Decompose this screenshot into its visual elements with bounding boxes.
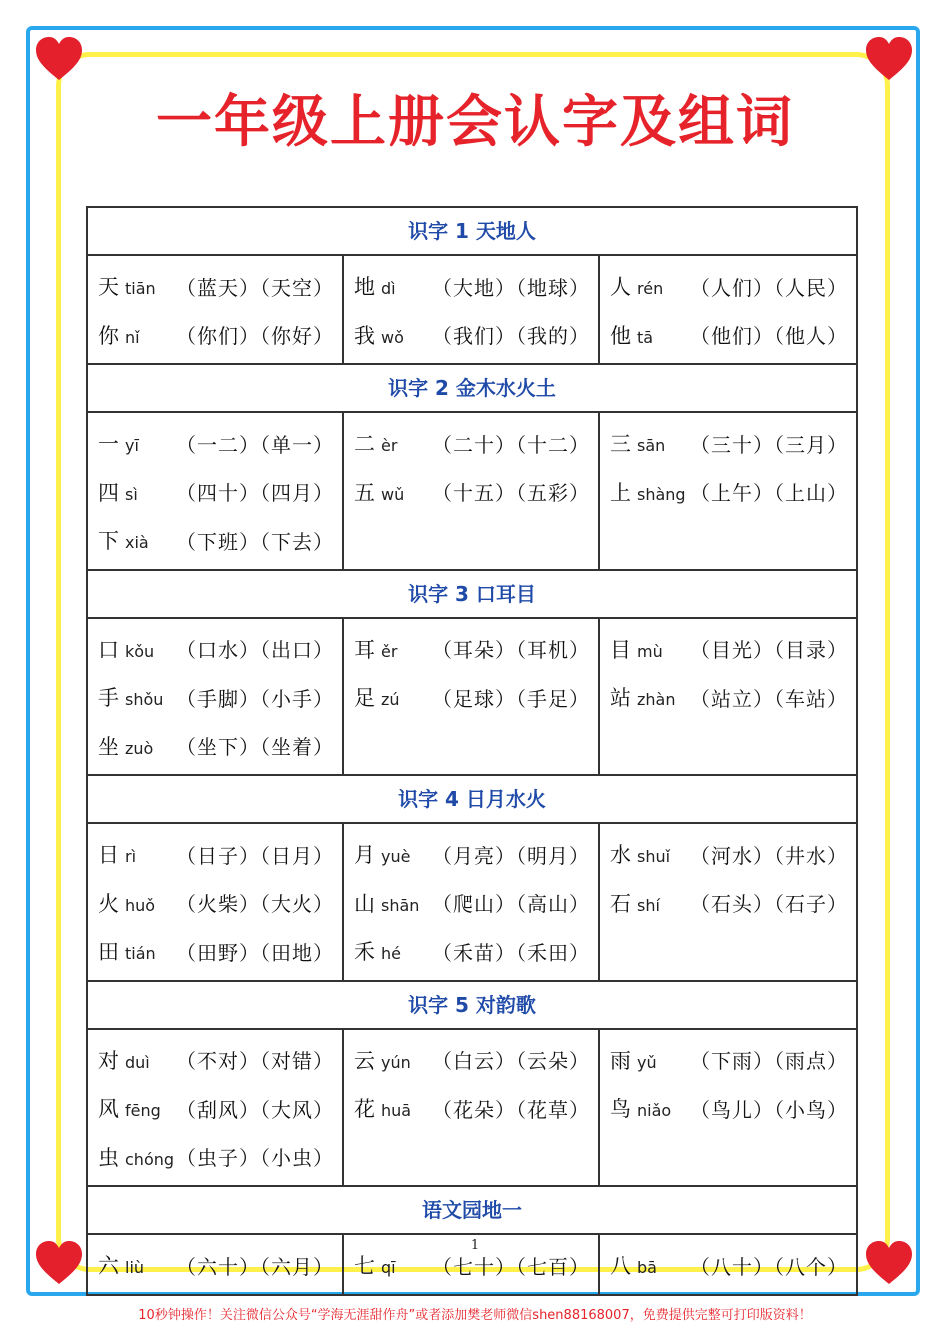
pinyin: shān: [381, 895, 420, 915]
char-entry: [354, 830, 590, 879]
char-with-pinyin: [98, 525, 149, 555]
word-pairs: （我们）（我的）: [432, 324, 590, 349]
char-entry: [354, 311, 590, 360]
hanzi: 七: [354, 1254, 375, 1279]
word-pairs: （大地）（地球）: [432, 275, 590, 300]
char-with-pinyin: [98, 634, 154, 664]
char-with-pinyin: [610, 839, 670, 869]
section-title: 识字 3 口耳目: [88, 569, 856, 619]
word-pairs: （不对）（对错）: [176, 1049, 334, 1074]
char-with-pinyin: [610, 1045, 657, 1075]
char-entry: [354, 722, 590, 771]
char-with-pinyin: [354, 1045, 411, 1075]
char-entry: [98, 1084, 334, 1133]
section-body: [88, 619, 856, 775]
word-pairs: （刮风）（大风）: [176, 1097, 334, 1122]
word-pairs: （四十）（四月）: [176, 481, 334, 506]
char-with-pinyin: [98, 888, 155, 918]
pinyin: yún: [381, 1052, 411, 1072]
char-entry: [354, 1036, 590, 1085]
pinyin: kǒu: [125, 641, 155, 661]
hanzi: 鸟: [610, 1097, 631, 1122]
section-body: [88, 413, 856, 569]
hanzi: 石: [610, 891, 631, 916]
section-body: [88, 256, 856, 363]
word-pairs: （十五）（五彩）: [432, 481, 590, 506]
char-entry: [354, 625, 590, 674]
char-entry: [98, 1133, 334, 1182]
pinyin: yǔ: [637, 1052, 657, 1072]
pinyin: xià: [125, 533, 149, 553]
word-pairs: （口水）（出口）: [176, 638, 334, 663]
hanzi: 坐: [98, 734, 119, 759]
char-with-pinyin: [354, 634, 397, 664]
char-entry: [610, 1036, 848, 1085]
hanzi: 人: [610, 275, 631, 300]
footer-notice: 10秒钟操作！关注微信公众号“学海无涯甜作舟”或者添加樊老师微信shen88168007，免费提供完整可打印版资料！: [138, 1308, 812, 1323]
char-with-pinyin: [98, 682, 163, 712]
word-pairs: （目光）（目录）: [690, 638, 848, 663]
char-entry: [98, 830, 334, 879]
word-pairs: （耳朵）（耳机）: [432, 638, 590, 663]
char-entry: [98, 262, 334, 311]
pinyin: wǒ: [381, 327, 404, 347]
hanzi: 二: [354, 432, 375, 457]
pinyin: tiān: [125, 279, 156, 299]
heart-icon: [34, 36, 84, 82]
char-entry: [98, 419, 334, 468]
pinyin: shí: [637, 895, 660, 915]
char-entry: [98, 468, 334, 517]
char-column: [344, 1030, 600, 1186]
hanzi: 花: [354, 1097, 375, 1122]
section-title: 语文园地一: [88, 1185, 856, 1235]
char-column: [344, 256, 600, 363]
word-pairs: （坐下）（坐着）: [176, 735, 334, 760]
pinyin: liù: [125, 1258, 145, 1278]
section-title: 识字 4 日月水火: [88, 774, 856, 824]
char-entry: [610, 830, 848, 879]
char-with-pinyin: [610, 271, 663, 301]
char-with-pinyin: [98, 477, 138, 507]
char-entry: [610, 673, 848, 722]
word-pairs: （站立）（车站）: [690, 686, 848, 711]
char-entry: [354, 1133, 590, 1182]
word-pairs: （河水）（井水）: [690, 843, 848, 868]
hanzi: 天: [98, 275, 119, 300]
pinyin: zú: [381, 690, 400, 710]
hanzi: 手: [98, 686, 119, 711]
page-number: 1: [470, 1238, 480, 1253]
hanzi: 我: [354, 323, 375, 348]
hanzi: 耳: [354, 637, 375, 662]
hanzi: 三: [610, 432, 631, 457]
char-with-pinyin: [610, 888, 660, 918]
word-pairs: （白云）（云朵）: [432, 1049, 590, 1074]
hanzi: 你: [98, 323, 119, 348]
char-with-pinyin: [98, 1250, 144, 1280]
char-entry: [354, 927, 590, 976]
char-with-pinyin: [610, 1250, 657, 1280]
char-with-pinyin: [610, 682, 675, 712]
word-pairs: （人们）（人民）: [690, 275, 848, 300]
section-title: 识字 5 对韵歌: [88, 980, 856, 1030]
pinyin: ěr: [381, 641, 398, 661]
char-with-pinyin: [354, 428, 397, 458]
char-column: [88, 413, 344, 569]
hanzi: 六: [98, 1254, 119, 1279]
word-pairs: （你们）（你好）: [176, 324, 334, 349]
hanzi: 对: [98, 1048, 119, 1073]
word-pairs: （田野）（田地）: [176, 940, 334, 965]
hanzi: 水: [610, 843, 631, 868]
hanzi: 田: [98, 940, 119, 965]
char-entry: [610, 625, 848, 674]
hanzi: 禾: [354, 940, 375, 965]
char-column: [600, 413, 856, 569]
hanzi: 站: [610, 686, 631, 711]
char-with-pinyin: [98, 428, 139, 458]
char-with-pinyin: [98, 1142, 174, 1172]
char-column: [344, 619, 600, 775]
pinyin: shàng: [637, 484, 686, 504]
char-with-pinyin: [354, 682, 400, 712]
hanzi: 五: [354, 480, 375, 505]
hanzi: 风: [98, 1097, 119, 1122]
char-entry: [610, 927, 848, 976]
hanzi: 口: [98, 637, 119, 662]
hanzi: 上: [610, 480, 631, 505]
char-entry: [354, 419, 590, 468]
section-body: [88, 824, 856, 980]
char-entry: [354, 262, 590, 311]
char-with-pinyin: [610, 1093, 671, 1123]
char-entry: [610, 1084, 848, 1133]
char-entry: [610, 722, 848, 771]
char-column: [344, 824, 600, 980]
hanzi: 足: [354, 686, 375, 711]
char-column: [600, 256, 856, 363]
char-entry: [354, 1084, 590, 1133]
hanzi: 日: [98, 843, 119, 868]
pinyin: rén: [637, 279, 664, 299]
word-pairs: （手脚）（小手）: [176, 686, 334, 711]
char-with-pinyin: [354, 888, 419, 918]
char-with-pinyin: [354, 839, 410, 869]
word-pairs: （上午）（上山）: [690, 481, 848, 506]
word-pairs: （三十）（三月）: [690, 432, 848, 457]
char-with-pinyin: [98, 839, 136, 869]
hanzi: 山: [354, 891, 375, 916]
pinyin: mù: [637, 641, 663, 661]
word-pairs: （虫子）（小虫）: [176, 1146, 334, 1171]
char-entry: [98, 311, 334, 360]
pinyin: dì: [381, 279, 396, 299]
heart-icon: [864, 36, 914, 82]
char-with-pinyin: [98, 1093, 161, 1123]
section-title: 识字 1 天地人: [88, 208, 856, 256]
char-with-pinyin: [354, 1250, 396, 1280]
char-entry: [98, 1036, 334, 1085]
pinyin: rì: [125, 847, 137, 867]
pinyin: sān: [637, 436, 666, 456]
char-with-pinyin: [610, 428, 665, 458]
char-with-pinyin: [354, 477, 404, 507]
word-pairs: （足球）（手足）: [432, 686, 590, 711]
pinyin: yuè: [381, 847, 411, 867]
char-column: [600, 1030, 856, 1186]
vocab-table: [86, 206, 858, 1296]
pinyin: huǒ: [125, 895, 156, 915]
hanzi: 四: [98, 480, 119, 505]
char-entry: [354, 468, 590, 517]
page-title: 一年级上册会认字及组词: [156, 90, 794, 155]
char-with-pinyin: [354, 936, 401, 966]
word-pairs: （日子）（日月）: [176, 843, 334, 868]
char-with-pinyin: [98, 271, 156, 301]
hanzi: 雨: [610, 1048, 631, 1073]
char-entry: [98, 879, 334, 928]
hanzi: 云: [354, 1048, 375, 1073]
hanzi: 月: [354, 843, 375, 868]
word-pairs: （禾苗）（禾田）: [432, 940, 590, 965]
word-pairs: （八十）（八个）: [690, 1254, 848, 1279]
char-with-pinyin: [98, 320, 140, 350]
pinyin: sì: [125, 484, 138, 504]
hanzi: 下: [98, 529, 119, 554]
char-entry: [98, 722, 334, 771]
pinyin: qī: [381, 1258, 396, 1278]
pinyin: huā: [381, 1101, 412, 1121]
char-entry: [610, 1133, 848, 1182]
char-column: [88, 256, 344, 363]
char-column: [88, 619, 344, 775]
pinyin: chóng: [125, 1149, 175, 1169]
hanzi: 地: [354, 275, 375, 300]
word-pairs: （一二）（单一）: [176, 432, 334, 457]
hanzi: 他: [610, 323, 631, 348]
pinyin: tā: [637, 327, 654, 347]
char-column: [344, 413, 600, 569]
char-entry: [610, 311, 848, 360]
hanzi: 火: [98, 891, 119, 916]
char-column: [600, 619, 856, 775]
char-entry: [98, 927, 334, 976]
word-pairs: （火柴）（大火）: [176, 892, 334, 917]
word-pairs: （二十）（十二）: [432, 432, 590, 457]
char-with-pinyin: [354, 320, 404, 350]
pinyin: nǐ: [125, 327, 140, 347]
word-pairs: （他们）（他人）: [690, 324, 848, 349]
char-entry: [98, 625, 334, 674]
pinyin: fēng: [125, 1101, 161, 1121]
section-body: [88, 1030, 856, 1186]
word-pairs: （鸟儿）（小鸟）: [690, 1097, 848, 1122]
char-entry: [354, 673, 590, 722]
word-pairs: （下雨）（雨点）: [690, 1049, 848, 1074]
pinyin: èr: [381, 436, 398, 456]
char-entry: [98, 673, 334, 722]
char-with-pinyin: [354, 271, 396, 301]
char-with-pinyin: [98, 731, 153, 761]
char-entry: [354, 516, 590, 565]
char-entry: [610, 262, 848, 311]
char-entry: [354, 879, 590, 928]
word-pairs: （下班）（下去）: [176, 529, 334, 554]
char-entry: [610, 516, 848, 565]
pinyin: wǔ: [381, 484, 405, 504]
word-pairs: （六十）（六月）: [176, 1254, 334, 1279]
pinyin: tián: [125, 944, 156, 964]
word-pairs: （爬山）（高山）: [432, 892, 590, 917]
char-entry: [610, 468, 848, 517]
pinyin: niǎo: [637, 1101, 672, 1121]
char-column: [88, 824, 344, 980]
char-entry: [610, 419, 848, 468]
char-with-pinyin: [610, 477, 686, 507]
char-with-pinyin: [354, 1093, 411, 1123]
pinyin: zhàn: [637, 690, 676, 710]
word-pairs: （蓝天）（天空）: [176, 275, 334, 300]
char-column: [600, 824, 856, 980]
pinyin: duì: [125, 1052, 150, 1072]
char-with-pinyin: [98, 1045, 150, 1075]
hanzi: 八: [610, 1254, 631, 1279]
char-with-pinyin: [98, 936, 156, 966]
pinyin: shuǐ: [637, 847, 671, 867]
word-pairs: （石头）（石子）: [690, 892, 848, 917]
pinyin: zuò: [125, 738, 154, 758]
pinyin: shǒu: [125, 690, 164, 710]
char-with-pinyin: [610, 320, 653, 350]
char-with-pinyin: [610, 634, 663, 664]
char-entry: [610, 879, 848, 928]
pinyin: yī: [125, 436, 139, 456]
section-title: 识字 2 金木水火土: [88, 363, 856, 413]
word-pairs: （花朵）（花草）: [432, 1097, 590, 1122]
hanzi: 一: [98, 432, 119, 457]
word-pairs: （月亮）（明月）: [432, 843, 590, 868]
word-pairs: （七十）（七百）: [432, 1254, 590, 1279]
pinyin: bā: [637, 1258, 657, 1278]
char-column: [88, 1030, 344, 1186]
pinyin: hé: [381, 944, 401, 964]
hanzi: 目: [610, 637, 631, 662]
char-entry: [98, 516, 334, 565]
hanzi: 虫: [98, 1145, 119, 1170]
